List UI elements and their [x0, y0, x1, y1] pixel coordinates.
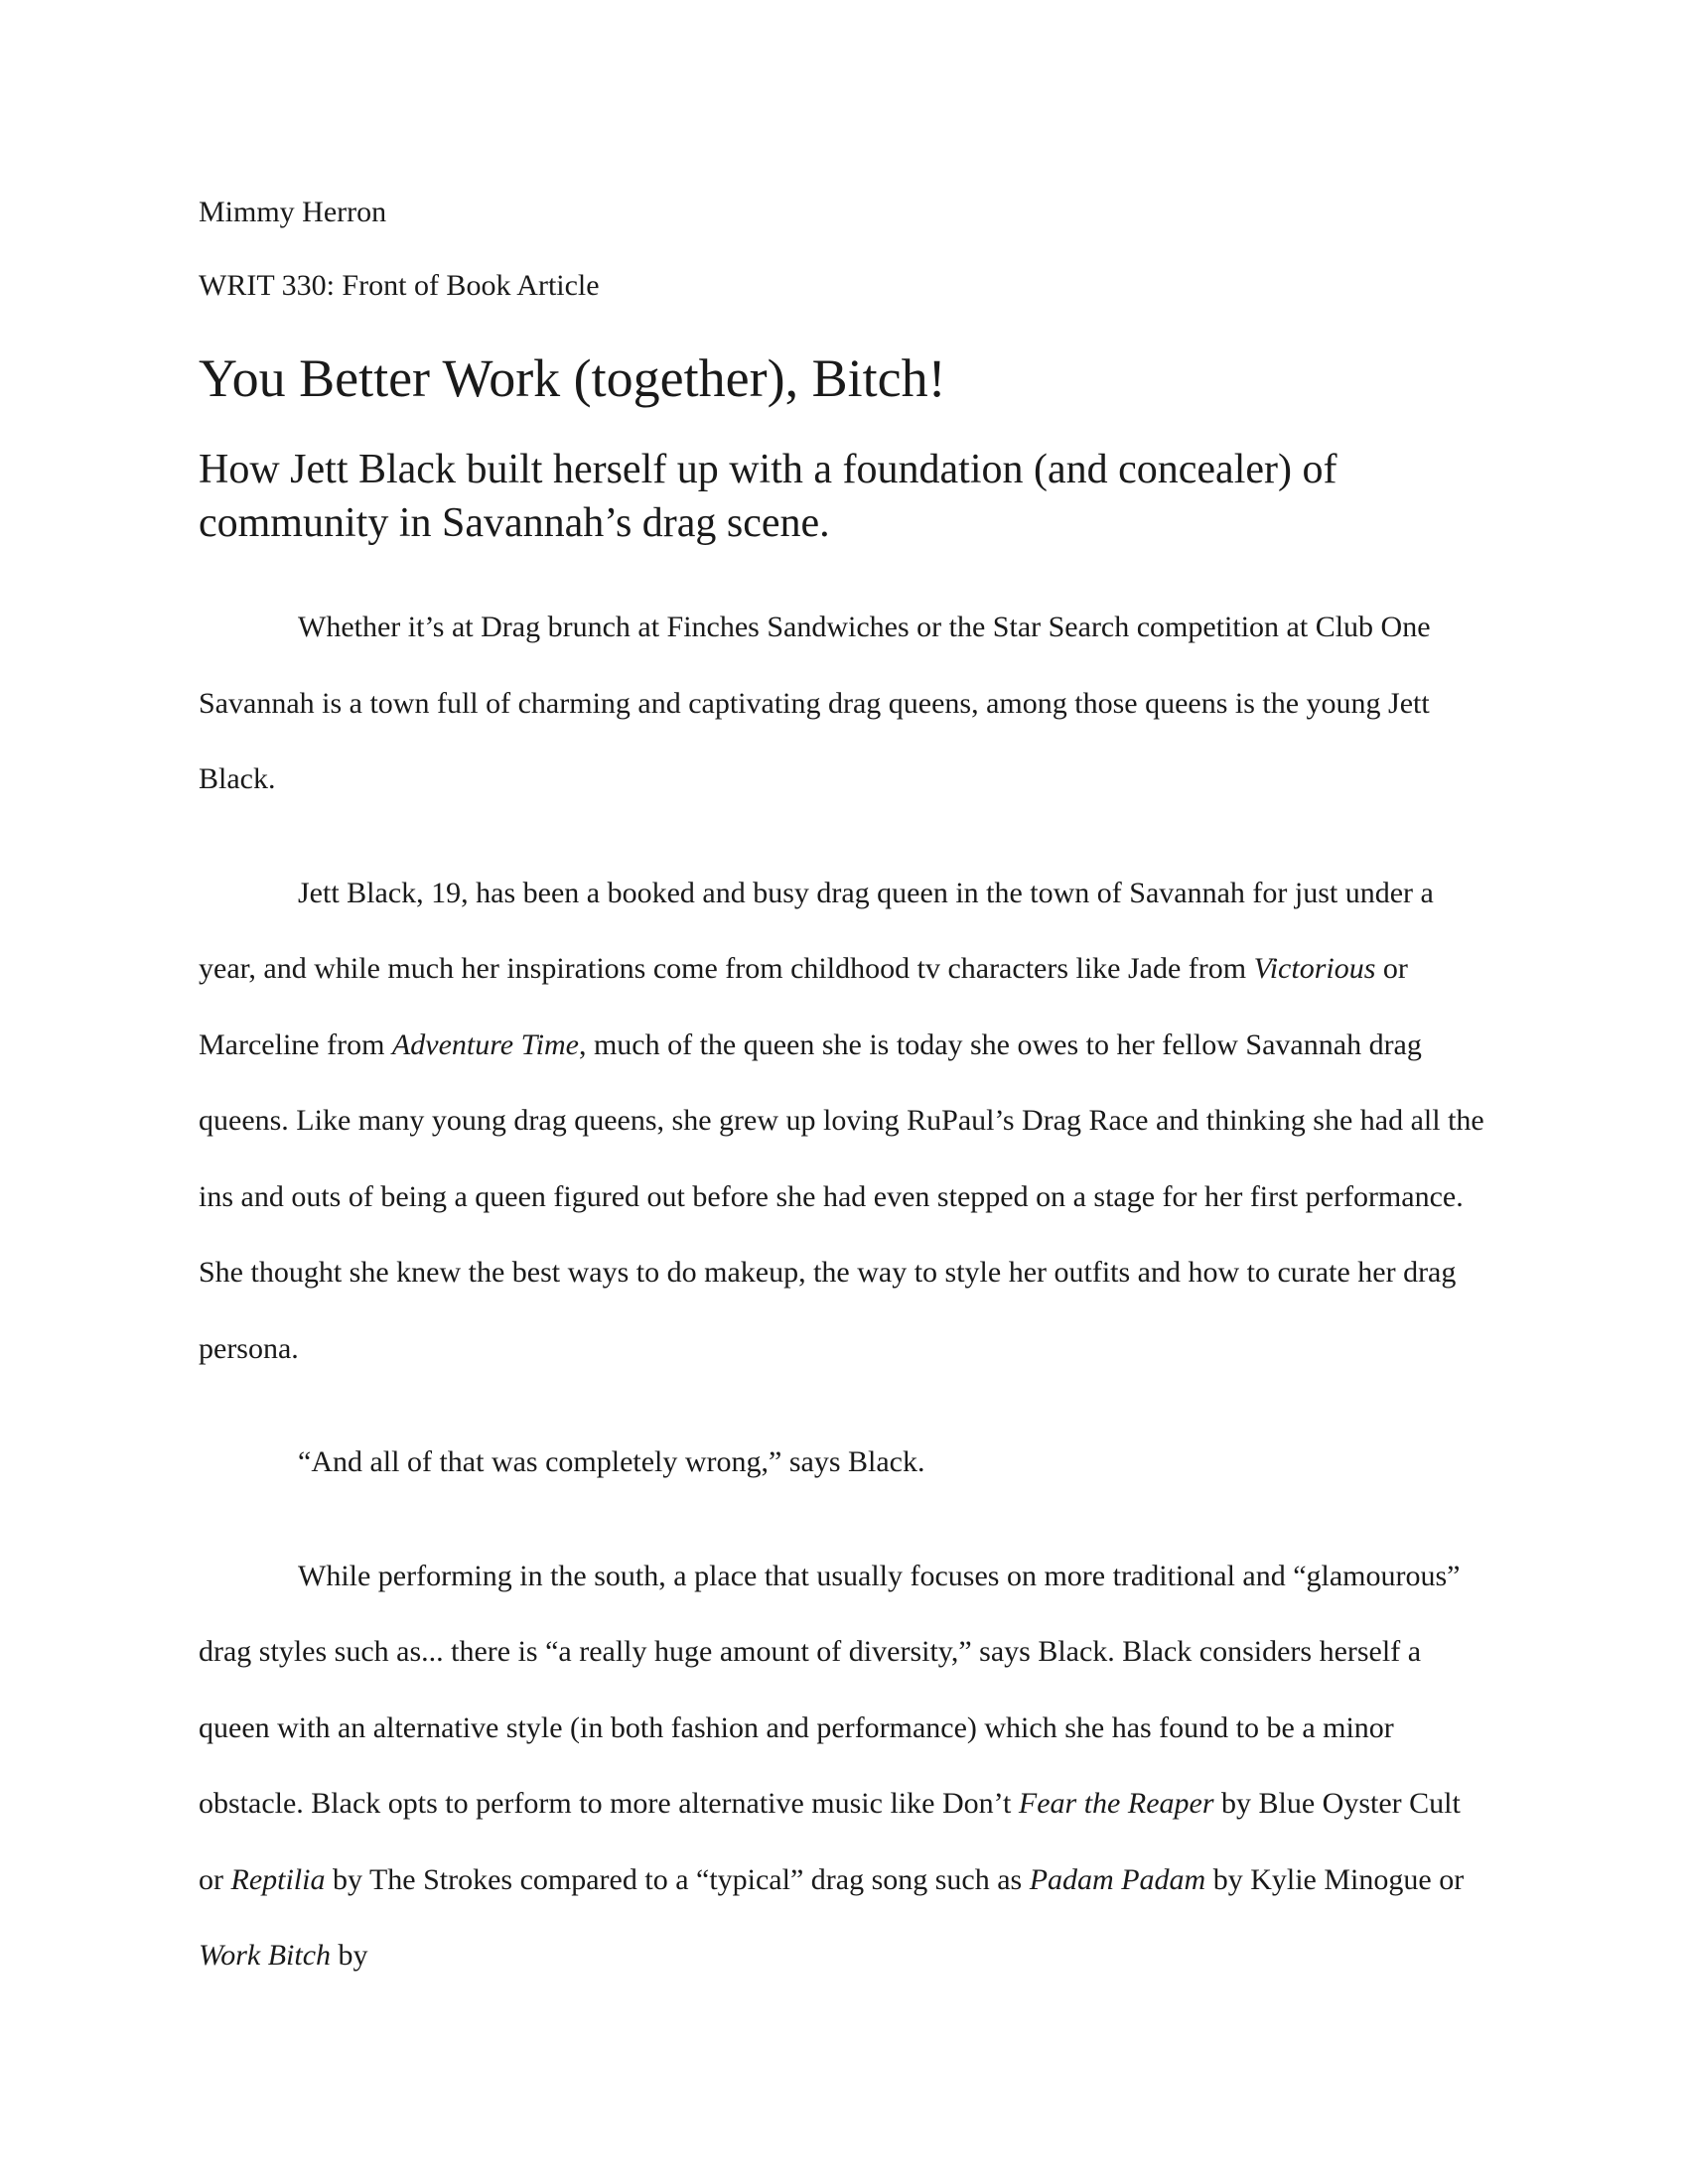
text-run: by The Strokes compared to a “typical” drag song such as [325, 1862, 1030, 1896]
author-name: Mimmy Herron [199, 196, 387, 228]
paragraph-quote: “And all of that was completely wrong,” says Black. [298, 1445, 925, 1478]
italic-title: Work Bitch [199, 1939, 332, 1972]
text-run: by [331, 1939, 368, 1972]
text-run: Jett Black, 19, has been a booked and busy drag queen in the town of Savannah for just under a year, and while much her inspirations come from childhood tv characters like Jade from [199, 876, 1434, 985]
italic-title: Padam Padam [1029, 1862, 1206, 1896]
text-run: or Marceline from [199, 952, 1408, 1061]
article-title: You Better Work (together), Bitch! [199, 348, 946, 408]
italic-title: Adventure Time [391, 1027, 579, 1061]
paragraph-style [199, 1539, 1489, 1994]
course-line: WRIT 330: Front of Book Article [199, 269, 600, 302]
text-run: While performing in the south, a place that usually focuses on more traditional and “glamourous” drag styles such as... there is “a really huge amount of diversity,” says Black. Black considers herself a queen with an alternative style (in both fashion and performance) which she has found to be a minor obstacle. Black opts to perform to more alternative music like Don’t [199, 1559, 1461, 1820]
italic-title: Victorious [1253, 952, 1376, 985]
article-subtitle: How Jett Black built herself up with a foundation (and concealer) of community in Savannah’s drag scene. [199, 447, 1337, 546]
italic-title: Reptilia [230, 1862, 326, 1896]
text-run: , much of the queen she is today she owes to her fellow Savannah drag queens. Like many young drag queens, she grew up loving RuPaul’s Drag Race and thinking she had all the ins and outs of being a queen figured out before she had even stepped on a stage for her first performance. She thought she knew the best ways to do makeup, the way to style her outfits and how to curate her drag persona. [199, 1027, 1484, 1365]
paragraph-intro: Whether it’s at Drag brunch at Finches Sandwiches or the Star Search competition at Club One Savannah is a town full of charming and captivating drag queens, among those queens is the young Jett Black. [199, 611, 1431, 795]
italic-title: Fear the Reaper [1018, 1787, 1214, 1820]
paragraph-background [199, 856, 1489, 1388]
text-run: by Kylie Minogue or [1205, 1862, 1465, 1896]
document-page [199, 195, 1489, 1994]
text-run: by Blue Oyster Cult or [199, 1787, 1461, 1896]
